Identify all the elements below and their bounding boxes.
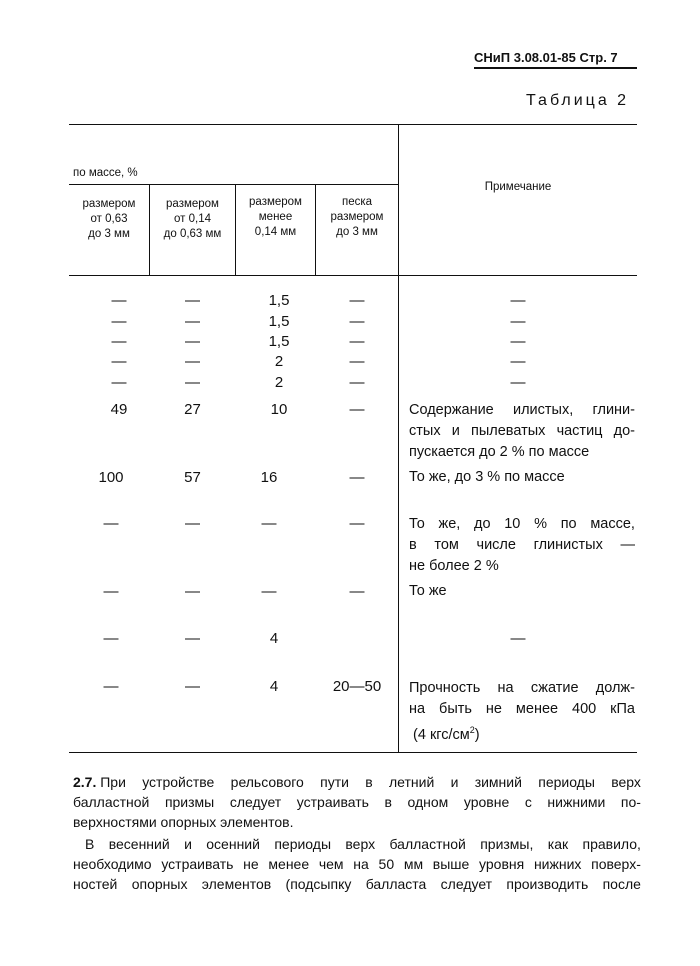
paragraph-line: необходимо устраивать не менее чем на 50 мм выше уровня нижних поверх- [73,856,641,872]
table-cell: — [349,401,365,418]
note-line: в том числе глинистых — [409,537,635,553]
note-line: (4 кгс/$см^2$) [409,725,480,743]
column-header-1: размером от 0,63 до 3 мм [82,198,136,240]
table-cell: 2 [274,374,284,391]
note-cell [409,400,635,463]
table-cell: 100 [98,469,124,486]
table-cell: 2 [274,353,284,370]
group-header: по массе, % [73,167,138,179]
paragraph-2-7 [73,772,641,832]
table-cell: — [185,333,200,350]
table-cell: — [185,583,200,600]
note-line: Прочность на сжатие долж- [409,680,635,696]
note-line: не более 2 % [409,558,499,574]
note-cell [409,581,635,602]
note-cell: — [510,333,526,350]
column-header-2: размером от 0,14 до 0,63 мм [163,198,222,240]
table-cell: — [261,583,277,600]
note-cell [409,514,635,577]
column-header-3: размером менее 0,14 мм [249,196,302,238]
note-cell: — [510,374,526,391]
header-bottom-border [69,275,637,276]
table-cell: — [349,333,365,350]
table-cell: 1,5 [268,292,290,309]
paragraph-line: В весенний и осенний периоды верх балластной призмы, как правило, [85,836,641,852]
table-cell: — [349,313,365,330]
note-line: Содержание илистых, глини- [409,402,635,418]
paragraph-line: 2.7. При устройстве рельсового пути в летний и зимний периоды верх [73,774,641,790]
table-cell: — [185,353,200,370]
table-cell: — [111,374,127,391]
table-cell: — [103,515,119,532]
header-underline [474,67,637,69]
paragraph-spring-autumn [73,834,641,894]
note-divider [398,124,399,752]
table-cell: — [349,374,365,391]
note-line: стых и пылеватых частиц до- [409,423,635,439]
table-cell: 27 [184,401,201,418]
document-reference: СНиП 3.08.01-85 Стр. 7 [474,50,618,65]
paragraph-line: ностей опорных элементов (подсыпку балласта следует производить после [73,876,641,892]
table-cell: — [261,515,277,532]
table-cell: — [185,630,200,647]
table-cell: — [349,515,365,532]
table-cell: 49 [110,401,128,418]
note-cell [409,467,635,488]
table-cell: 20—50 [332,678,382,695]
note-line: То же [409,583,447,599]
table-cell: 16 [260,469,278,486]
table-title: Таблица 2 [526,92,630,109]
note-cell: — [510,353,526,370]
table-cell: — [185,313,200,330]
note-cell [409,678,635,746]
note-cell: — [510,630,526,647]
note-line: То же, до 10 % по массе, [409,516,635,532]
table-cell: 4 [269,630,279,647]
table-cell: — [349,583,365,600]
table-cell: 10 [270,401,288,418]
note-line: пускается до 2 % по массе [409,444,590,460]
table-cell: — [185,678,200,695]
table-cell: — [103,583,119,600]
table-cell: — [349,469,365,486]
paragraph-line: балластной призмы следует устраивать в одном уровне с нижними по- [73,794,641,810]
table-cell: 4 [269,678,279,695]
table-cell: 57 [184,469,201,486]
table-cell: — [103,678,119,695]
note-cell: — [510,292,526,309]
group-header-border [69,184,399,185]
table-cell: — [111,313,127,330]
table-cell: — [185,374,200,391]
table-cell: 1,5 [268,313,290,330]
table-cell: 1,5 [268,333,290,350]
note-line: То же, до 3 % по массе [409,469,565,485]
table-cell: — [349,292,365,309]
note-cell: — [510,313,526,330]
table-cell: — [111,292,127,309]
column-header-4: песка размером до 3 мм [330,196,384,238]
table-cell: — [103,630,119,647]
table-cell: — [111,353,127,370]
table-cell: — [111,333,127,350]
table-bottom-border [69,752,637,753]
table-top-border [69,124,637,125]
table-cell: — [349,353,365,370]
note-line: на быть не менее 400 кПа [409,701,635,717]
paragraph-line: верхностями опорных элементов. [73,814,294,830]
table-cell: — [185,292,200,309]
note-header: Примечание [484,181,552,193]
table-cell: — [185,515,200,532]
